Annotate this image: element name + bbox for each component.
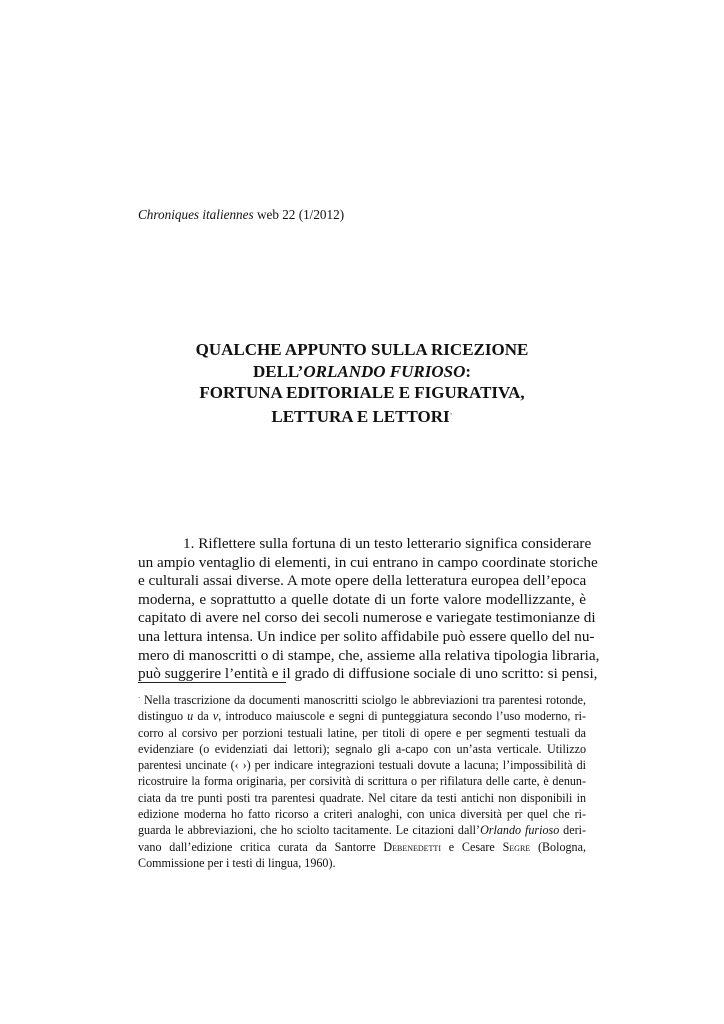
footnote-text: vano dall’edizione critica curata da Santorre — [138, 839, 384, 854]
footnote-line: evidenziare (o evidenziati dai lettori); segnalo gli a-capo con un’asta verticale. Utilizzo — [138, 741, 586, 756]
footnote-smallcaps: Segre — [502, 839, 531, 854]
running-head — [138, 206, 588, 224]
footnote — [138, 690, 586, 871]
journal-title: Chroniques italiennes — [138, 207, 254, 222]
body-line: mero di manoscritti o di stampe, che, assieme alla relativa tipologia libraria, — [138, 646, 600, 664]
footnote-line: ciata da tre punti posti tra parentesi quadrate. Nel citare da testi antichi non disponibili in — [138, 790, 586, 805]
footnote-line: edizione moderna ho fatto ricorso a criteri analoghi, con unica diversità per quel che ri- — [138, 807, 586, 822]
title-line-2-suffix: : — [465, 361, 472, 381]
body-line: un ampio ventaglio di elementi, in cui entrano in campo coordinate storiche — [138, 553, 598, 571]
footnote-line: parentesi uncinate (‹ ›) per indicare integrazioni testuali dovute a lacuna; l’impossibilità di — [138, 758, 586, 773]
title-line-2 — [138, 361, 586, 383]
footnote-mark: · — [138, 694, 141, 702]
title-line-2-prefix: DELL’ — [252, 361, 304, 381]
body-line: moderna, e soprattutto a quelle dotate di un forte valore modellizzante, è — [138, 590, 586, 608]
footnote-line — [138, 822, 586, 838]
footnote-text: (Bologna, — [530, 839, 586, 854]
article-title — [138, 339, 586, 427]
footnote-line: Commissione per i testi di lingua, 1960). — [138, 855, 336, 870]
title-line-1: QUALCHE APPUNTO SULLA RICEZIONE — [195, 340, 529, 359]
body-line: capitato di avere nel corso dei secoli numerose e variegate testimonianze di — [138, 609, 596, 627]
footnote-italic: v — [212, 709, 219, 724]
journal-issue: web 22 (1/2012) — [253, 207, 345, 222]
title-line-3: FORTUNA EDITORIALE E FIGURATIVA, — [199, 383, 525, 402]
footnote-text: da — [193, 709, 213, 724]
footnote-italic: Orlando furioso — [480, 823, 560, 838]
footnote-line — [138, 690, 586, 708]
footnote-text: , introduco maiuscole e segni di punteggiatura secondo l’uso moderno, ri- — [218, 709, 587, 724]
footnote-text: guarda le abbreviazioni, che ho sciolto tacitamente. Le citazioni dall’ — [138, 823, 481, 838]
body-line: 1. Riflettere sulla fortuna di un testo letterario significa considerare — [183, 535, 592, 552]
footnote-line: corro al corsivo per porzioni testuali latine, per titoli di opere e per segmenti testuali da — [138, 725, 586, 740]
footnote-line: ricostruire la forma originaria, per corsività di scrittura o per rifilatura delle carte, è denun- — [138, 774, 586, 789]
title-footnote-mark: · — [449, 408, 453, 419]
title-line-4-text: LETTURA E LETTORI — [271, 406, 450, 426]
body-line: una lettura intensa. Un indice per solito affidabile può essere quello del nu- — [138, 627, 595, 645]
body-line: può suggerire l’entità e il grado di diffusione sociale di uno scritto: si pensi, — [138, 665, 598, 683]
body-line: e culturali assai diverse. A mote opere della letteratura europea dell’epoca — [138, 572, 587, 590]
footnote-line — [138, 708, 586, 724]
footnote-line — [138, 839, 586, 855]
body-paragraph — [138, 535, 600, 684]
footnote-text: deri- — [559, 823, 586, 838]
footnote-text: Nella trascrizione da documenti manoscritti sciolgo le abbreviazioni tra parentesi rotonde, — [140, 693, 586, 707]
footnote-italic: u — [187, 709, 194, 724]
footnote-smallcaps: Debenedetti — [383, 839, 441, 854]
footnote-text: distinguo — [138, 709, 188, 724]
title-line-4 — [138, 404, 586, 428]
footnote-separator — [138, 682, 286, 683]
footnote-text: e Cesare — [440, 839, 503, 854]
title-line-2-italic: ORLANDO FURIOSO — [303, 361, 466, 381]
